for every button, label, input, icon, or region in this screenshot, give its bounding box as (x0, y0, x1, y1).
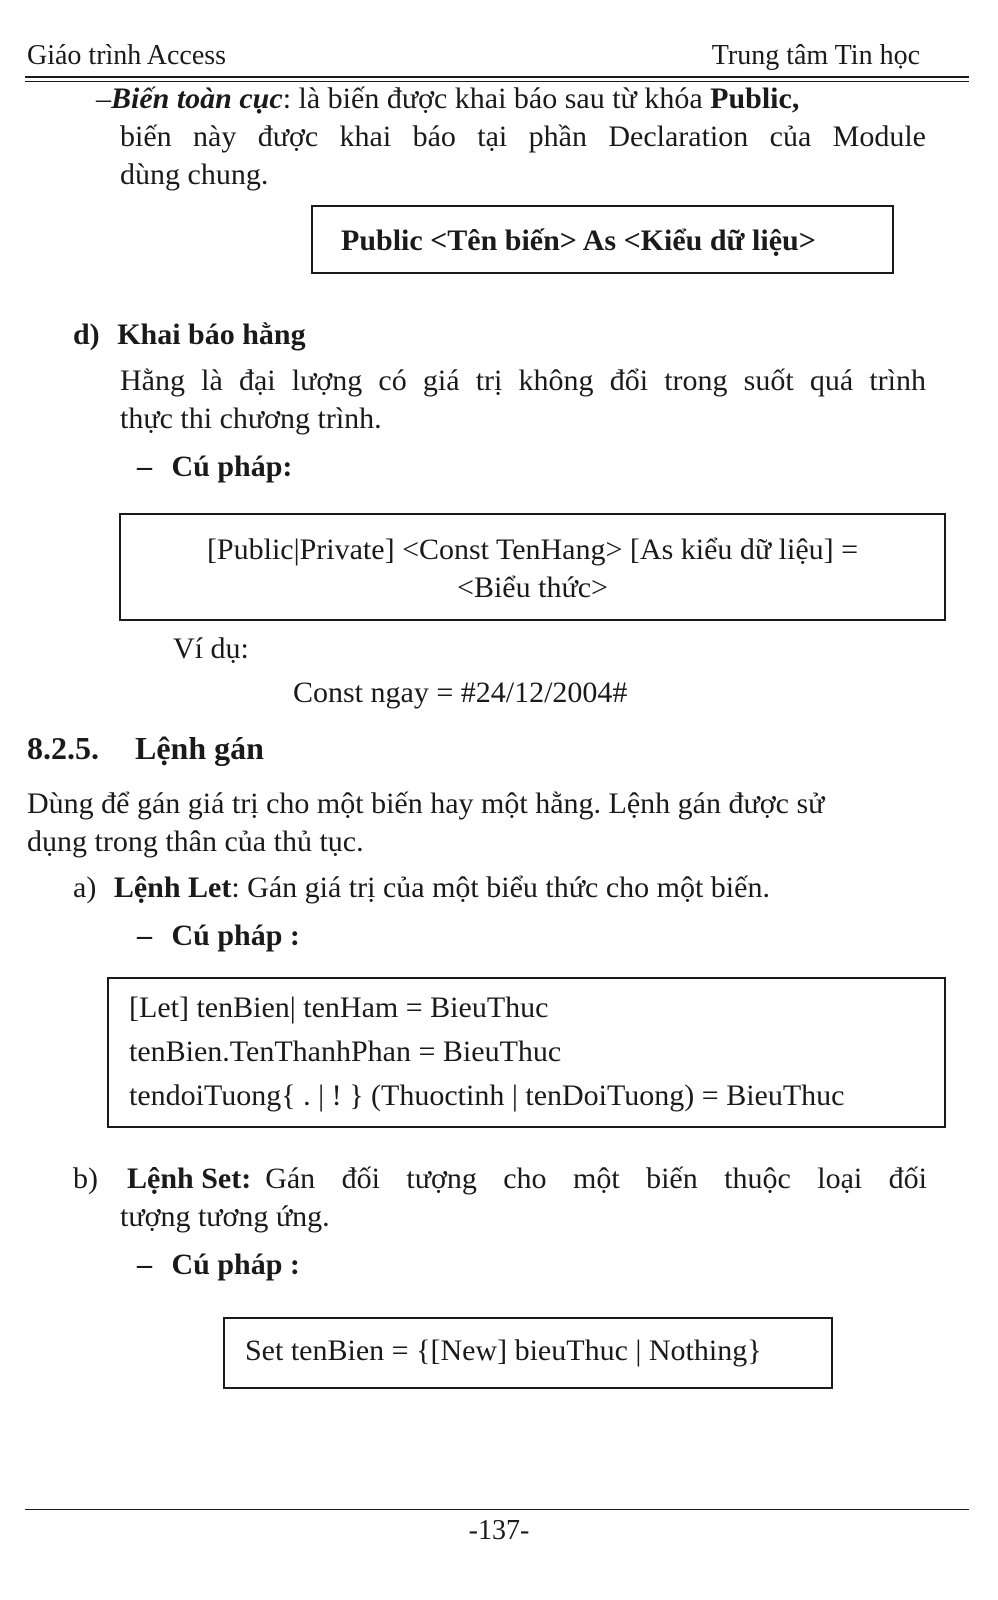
header-rule-top (25, 76, 969, 78)
let-syntax-heading (137, 919, 300, 953)
global-var-line3: dùng chung. (120, 158, 269, 191)
let-code-line1: [Let] tenBien| tenHam = BieuThuc (129, 991, 549, 1024)
section-825-title: Lệnh gán (135, 730, 264, 766)
let-code-line3: tendoiTuong{ . | ! } (Thuoctinh | tenDoiTuong) = BieuThuc (129, 1079, 845, 1112)
let-code-line2: tenBien.TenThanhPhan = BieuThuc (129, 1035, 562, 1068)
page-number: -137- (468, 1515, 530, 1546)
syntax-label: Cú pháp : (171, 919, 300, 952)
let-name: Lệnh Let (113, 871, 232, 904)
const-syntax-line2: <Biểu thức> (457, 571, 608, 604)
example-code: Const ngay = #24/12/2004# (293, 676, 628, 709)
let-heading (73, 871, 770, 905)
global-var-term: Biến toàn cục (111, 82, 283, 115)
footer-rule (25, 1509, 969, 1510)
header-left: Giáo trình Access (27, 40, 227, 71)
global-var-line2: biến này được khai báo tại phần Declaration của Module (120, 120, 926, 153)
global-var-line1 (96, 82, 799, 116)
const-syntax-line1: [Public|Private] <Const TenHang> [As kiểu dữ liệu] = (206, 533, 859, 566)
section-d-para-line1: Hằng là đại lượng có giá trị không đổi trong suốt quá trình (120, 364, 926, 397)
section-d-title: Khai báo hằng (117, 318, 306, 351)
header-right: Trung tâm Tin học (711, 40, 920, 71)
section-d-heading (73, 318, 306, 352)
set-marker: b) (73, 1162, 98, 1195)
syntax-dash: – (137, 1248, 152, 1281)
set-syntax-box (223, 1317, 833, 1389)
global-var-syntax: Public <Tên biến> As <Kiểu dữ liệu> (341, 224, 816, 257)
set-name: Lệnh Set (127, 1162, 242, 1195)
syntax-dash: – (137, 919, 152, 952)
section-825-intro-line2: dụng trong thân của thủ tục. (27, 825, 364, 858)
section-825-intro-line1: Dùng để gán giá trị cho một biến hay một hằng. Lệnh gán được sử (27, 787, 825, 820)
global-var-keyword: Public, (710, 82, 800, 115)
set-line2: tượng tương ứng. (120, 1200, 330, 1233)
section-825-number: 8.2.5. (27, 730, 99, 766)
section-825-heading (27, 730, 264, 767)
bullet-dash: – (96, 82, 111, 115)
set-syntax-heading (137, 1248, 300, 1282)
const-syntax-box (119, 513, 946, 621)
let-desc: : Gán giá trị của một biểu thức cho một biến. (231, 871, 770, 904)
section-d-syntax-heading (137, 450, 292, 484)
example-label: Ví dụ: (173, 632, 249, 665)
let-syntax-box (107, 977, 946, 1128)
section-d-marker: d) (73, 318, 100, 351)
set-code: Set tenBien = {[New] bieuThuc | Nothing} (245, 1334, 762, 1367)
syntax-label: Cú pháp: (171, 450, 293, 483)
syntax-dash: – (137, 450, 152, 483)
set-colon: : (241, 1162, 252, 1195)
set-desc: Gán đối tượng cho một biến thuộc loại đối (265, 1162, 927, 1195)
section-d-para-line2: thực thi chương trình. (120, 402, 382, 435)
let-marker: a) (73, 871, 97, 904)
global-var-syntax-box (311, 205, 894, 274)
global-var-after-term: : là biến được khai báo sau từ khóa (282, 82, 711, 115)
syntax-label: Cú pháp : (171, 1248, 300, 1281)
set-line1 (127, 1162, 927, 1196)
